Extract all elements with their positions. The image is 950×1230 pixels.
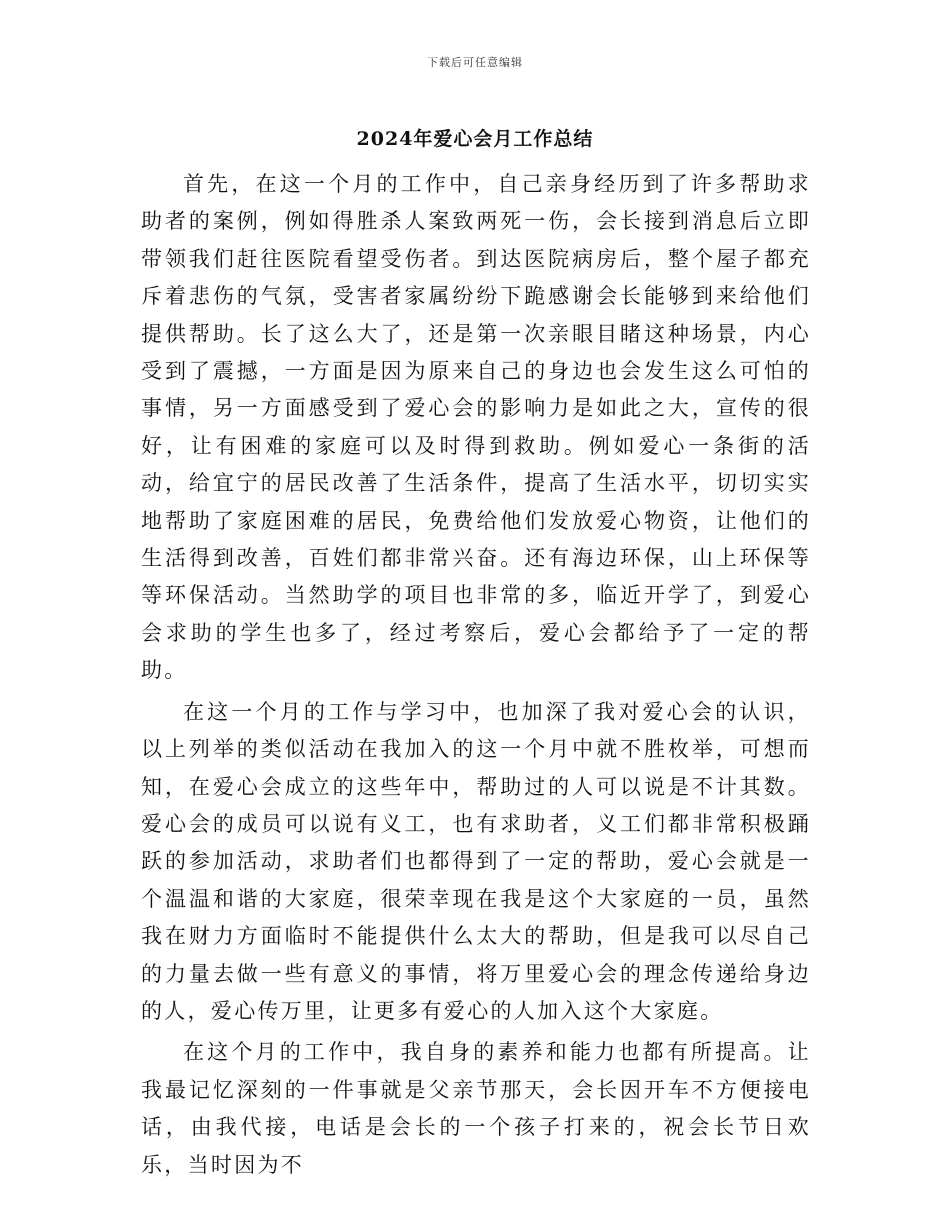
paragraph-2: 在这一个月的工作与学习中，也加深了我对爱心会的认识，以上列举的类似活动在我加入的这一个月中就不胜枚举，可想而知，在爱心会成立的这些年中，帮助过的人可以说是不计其数。爱心会的成员可以说有义工，也有求助者，义工们都非常积极踊跃的参加活动，求助者们也都得到了一定的帮助，爱心会就是一个温温和谐的大家庭，很荣幸现在我是这个大家庭的一员，虽然我在财力方面临时不能提供什么太大的帮助，但是我可以尽自己的力量去做一些有意义的事情，将万里爱心会的理念传递给身边的人，爱心传万里，让更多有爱心的人加入这个大家庭。	[141, 699, 811, 1023]
document-title: 2024年爱心会月工作总结	[356, 128, 594, 150]
paragraph-1: 首先，在这一个月的工作中，自己亲身经历到了许多帮助求助者的案例，例如得胜杀人案致两死一伤，会长接到消息后立即带领我们赶往医院看望受伤者。到达医院病房后，整个屋子都充斥着悲伤的气氛，受害者家属纷纷下跪感谢会长能够到来给他们提供帮助。长了这么大了，还是第一次亲眼目睹这种场景，内心受到了震撼，一方面是因为原来自己的身边也会发生这么可怕的事情，另一方面感受到了爱心会的影响力是如此之大，宣传的很好，让有困难的家庭可以及时得到救助。例如爱心一条街的活动，给宜宁的居民改善了生活条件，提高了生活水平，切切实实地帮助了家庭困难的居民，免费给他们发放爱心物资，让他们的生活得到改善，百姓们都非常兴奋。还有海边环保，山上环保等等环保活动。当然助学的项目也非常的多，临近开学了，到爱心会求助的学生也多了，经过考察后，爱心会都给予了一定的帮助。	[141, 172, 811, 683]
document-body	[141, 166, 811, 1188]
paragraph-3: 在这个月的工作中，我自身的素养和能力也都有所提高。让我最记忆深刻的一件事就是父亲节那天，会长因开车不方便接电话，由我代接，电话是会长的一个孩子打来的，祝会长节日欢乐，当时因为不	[141, 1040, 811, 1177]
header-note: 下载后可任意编辑	[427, 56, 523, 69]
